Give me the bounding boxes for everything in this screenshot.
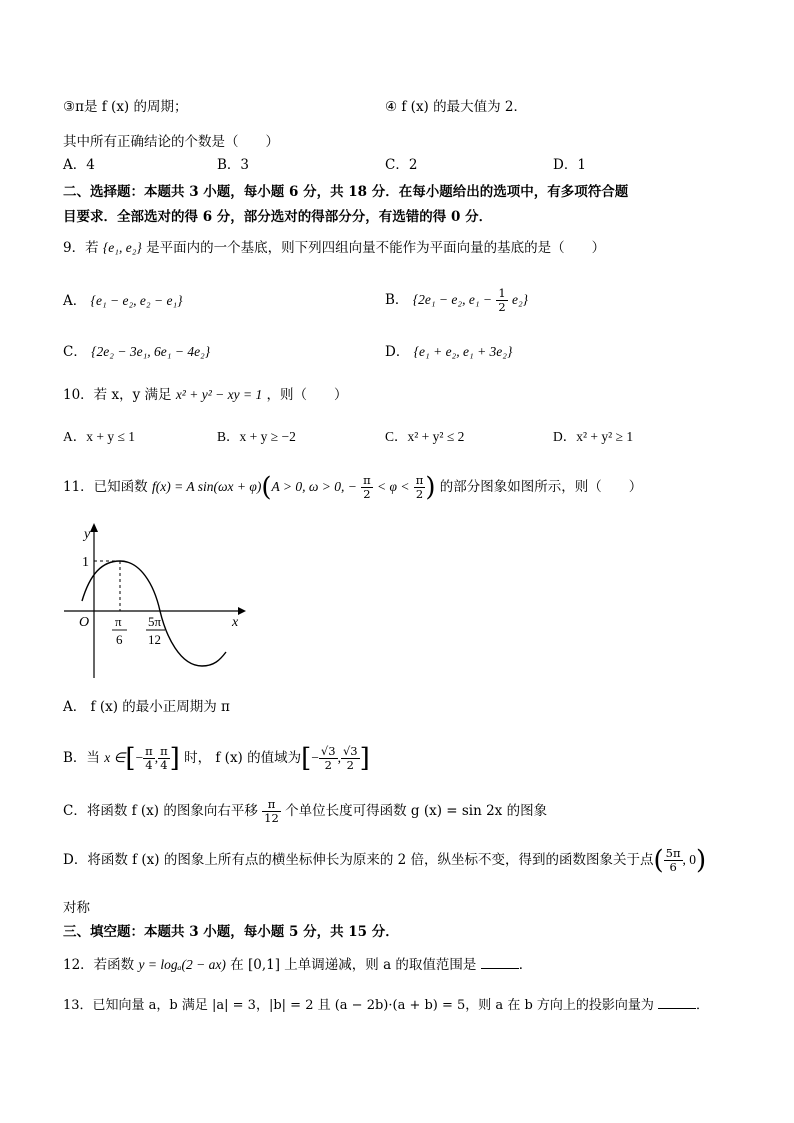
q11-option-b-range-lbracket: [: [301, 743, 312, 774]
q9-option-d: [385, 342, 512, 362]
q10-option-c: C．x² + y² ≤ 2: [385, 429, 465, 444]
section2-heading-line2: 目要求．全部选对的得 6 分，部分选对的得部分分，有选错的得 0 分．: [63, 209, 493, 225]
q10-equation: x² + y² − xy = 1: [175, 387, 263, 402]
q11-option-b-prefix: B．当: [63, 750, 100, 766]
q-prev-item4: ④ f (x) 的最大值为 2．: [385, 99, 528, 115]
q11-cond-frac2-num: π: [415, 473, 424, 487]
q9-prefix: 9．若: [63, 240, 99, 256]
q13-text: 13．已知向量 a，b 满足 |a| = 3，|b| = 2 且 (a − 2b)·(a + b) = 5，则 a 在 b 方向上的投影向量为: [63, 998, 654, 1013]
q11-option-b-range-num1: √3: [320, 744, 336, 758]
q11-option-b-range-num2: √3: [342, 744, 358, 758]
q11-option-b-x-in: x ∈: [104, 750, 126, 765]
section2-heading-line1: 二、选择题：本题共 3 小题，每小题 6 分，共 18 分．在每小题给出的选项中，有多项符合题: [63, 184, 629, 200]
q11-cond-frac1-num: π: [363, 473, 371, 487]
q12-stem: [63, 955, 532, 975]
q11-option-c-prefix: C．将函数 f (x) 的图象向右平移: [63, 803, 258, 819]
q9-option-b-fraction: [496, 287, 507, 314]
q9-option-c-math: {2e₂ − 3e₁, 6e₁ − 4e₂}: [91, 344, 211, 359]
q11-right-paren: ): [425, 472, 436, 503]
graph-x-tick1-num: π: [115, 614, 122, 629]
q11-option-d-frac: [664, 847, 683, 874]
q11-option-b-range-den2: 2: [346, 758, 354, 772]
q11-stem: [63, 470, 642, 505]
q11-option-b-int-num1: π: [145, 744, 153, 758]
q13-answer-blank[interactable]: [658, 996, 696, 1009]
q-prev-option-b: B．3: [217, 157, 250, 173]
section3-heading: 三、填空题：本题共 3 小题，每小题 5 分，共 15 分．: [63, 924, 399, 940]
graph-y-arrow: [90, 523, 98, 532]
q11-option-c-den: 12: [264, 811, 279, 825]
q9-option-b-frac-num: 1: [498, 286, 506, 300]
q9-option-a-label: A．: [63, 293, 87, 309]
q10-option-d: D．x² + y² ≥ 1: [553, 429, 634, 444]
q11-option-b-range-den1: 2: [324, 758, 332, 772]
q9-option-b-math-2: e₂}: [511, 292, 529, 307]
q11-option-d-tail: 对称: [63, 900, 90, 916]
graph-x-label: x: [232, 615, 239, 630]
q11-stem-b: 的部分图象如图所示，则（ ）: [439, 479, 643, 495]
q11-cond-frac2-den: 2: [415, 487, 424, 501]
q11-option-c: [63, 796, 547, 826]
q10-option-b: B．x + y ≥ −2: [217, 429, 296, 444]
q11-option-d-prefix: D．将函数 f (x) 的图象上所有点的横坐标伸长为原来的 2 倍，纵坐标不变，得到的函数图象关于点: [63, 852, 654, 868]
q11-option-b-mid: 时， f (x) 的值域为: [184, 750, 302, 766]
graph-x-tick1-den: 6: [116, 632, 123, 647]
q12-text-a: 12．若函数: [63, 957, 135, 973]
q11-option-d-zero: , 0: [682, 852, 697, 867]
q-prev-item3: ③π是 f (x) 的周期；: [63, 99, 188, 115]
q9-option-c: [63, 342, 210, 362]
q11-option-b-lbracket: [: [125, 743, 136, 774]
q11-option-b-range-frac1: [319, 745, 338, 772]
q11-left-paren: (: [261, 472, 272, 503]
q11-option-b-range-frac2: [341, 745, 360, 772]
q-prev-option-a: A．4: [63, 157, 95, 173]
graph-origin-label: O: [79, 615, 90, 630]
q12-end: ．: [518, 957, 533, 973]
q11-graph: [62, 518, 252, 683]
q9-option-c-label: C．: [63, 344, 87, 360]
q9-option-b-frac-den: 2: [498, 300, 506, 314]
q11-function: f(x) = A sin(ωx + φ): [151, 479, 262, 494]
q11-option-b-int-den1: 4: [145, 758, 153, 772]
q11-option-b: [63, 740, 370, 777]
q11-option-b-int-den2: 4: [160, 758, 168, 772]
q9-option-a-math: {e₁ − e₂, e₂ − e₁}: [90, 293, 183, 308]
q12-text-b: 在 [0,1] 上单调递减，则 a 的取值范围是: [230, 957, 477, 973]
q11-option-c-frac: [262, 798, 281, 825]
q11-option-b-comma2: ,: [337, 750, 341, 765]
q10-option-a: A．x + y ≤ 1: [63, 429, 136, 444]
q10-stem: [63, 385, 348, 405]
q-prev-option-c: C．2: [385, 157, 418, 173]
q11-option-d: [63, 843, 706, 878]
q11-cond-1: A > 0, ω > 0, −: [271, 479, 357, 494]
q11-option-b-int-num2: π: [160, 744, 168, 758]
q11-cond-frac1-den: 2: [363, 487, 371, 501]
q11-option-c-suffix: 个单位长度可得函数 g (x) = sin 2x 的图象: [285, 803, 548, 819]
q11-option-b-rbracket: ]: [169, 743, 180, 774]
q11-option-d-den: 6: [669, 860, 677, 874]
q11-cond-3: < φ <: [377, 479, 410, 494]
q13-end: ．: [696, 998, 710, 1013]
q9-option-b-math-1: {2e₁ − e₂, e₁ −: [412, 292, 493, 307]
q-prev-stem: 其中所有正确结论的个数是（ ）: [63, 134, 279, 150]
q13-stem: [63, 996, 709, 1016]
q9-suffix: 是平面内的一个基底，则下列四组向量不能作为平面向量的基底的是（ ）: [146, 240, 606, 256]
q11-option-d-rparen: ): [696, 845, 707, 876]
q9-stem: [63, 238, 605, 258]
q10-stem-a: 10．若 x，y 满足: [63, 387, 172, 403]
q-prev-option-d: D．1: [553, 157, 586, 173]
graph-y-label: y: [84, 527, 91, 542]
q11-stem-a: 11．已知函数: [63, 479, 148, 495]
q9-option-d-math: {e₁ + e₂, e₁ + 3e₂}: [413, 344, 513, 359]
graph-x-tick2-den: 12: [148, 632, 161, 647]
q11-option-d-num: 5π: [665, 846, 681, 860]
graph-y-tick-1: 1: [82, 555, 89, 570]
q11-option-b-int-frac2: [158, 745, 170, 772]
q9-basis: {e₁, e₂}: [102, 240, 142, 255]
q11-option-b-comma1: ,: [154, 750, 159, 765]
q12-function: y = logₐ(2 − ax): [138, 957, 226, 972]
q9-option-b: [385, 287, 528, 314]
graph-x-arrow: [238, 607, 246, 615]
q11-option-b-minus2: −: [311, 750, 319, 765]
q9-option-a: [63, 291, 183, 311]
q11-cond-frac1: [361, 474, 373, 501]
q9-option-b-label: B．: [385, 292, 409, 308]
q11-option-b-range-rbracket: ]: [359, 743, 370, 774]
q11-cond-frac2: [414, 474, 426, 501]
q10-stem-b: ，则（ ）: [266, 387, 348, 403]
q11-option-a: A． f (x) 的最小正周期为 π: [63, 699, 230, 715]
q11-option-b-minus1: −: [135, 750, 144, 765]
q11-option-d-lparen: (: [653, 845, 664, 876]
q11-option-c-num: π: [262, 798, 281, 812]
q9-option-d-label: D．: [385, 344, 410, 360]
q11-option-b-int-frac1: [143, 745, 155, 772]
q12-answer-blank[interactable]: [481, 956, 519, 969]
graph-x-tick2-num: 5π: [148, 614, 162, 629]
